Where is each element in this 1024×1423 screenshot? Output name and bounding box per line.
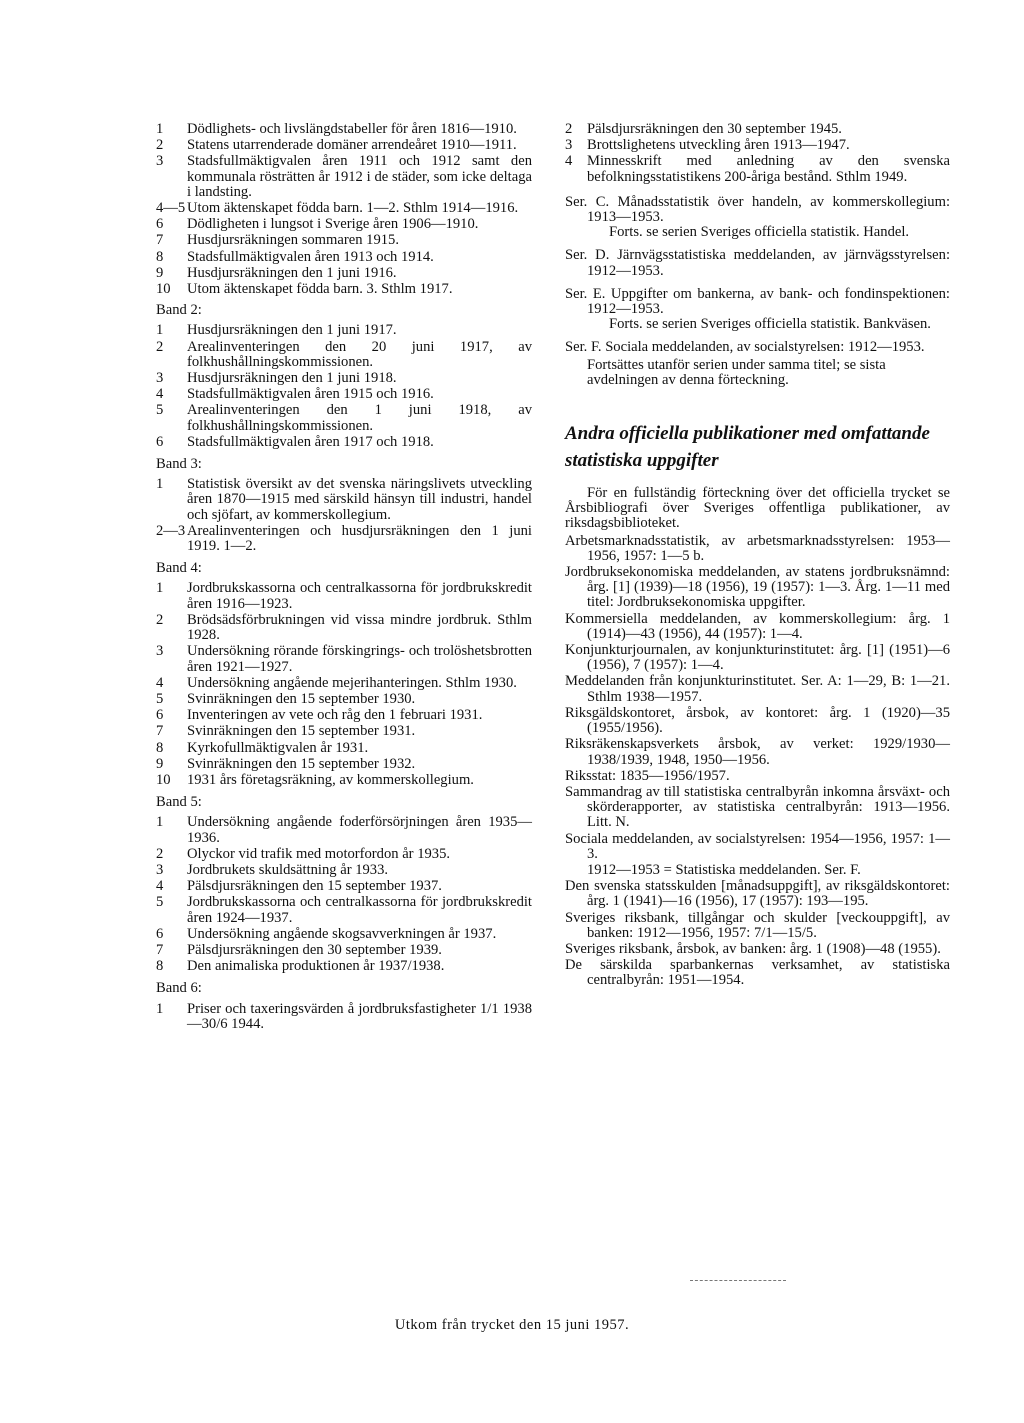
publication-list bbox=[565, 534, 950, 989]
list-item bbox=[156, 927, 532, 942]
item-number: 5 bbox=[156, 690, 164, 707]
item-text: Dödligheten i lungsot i Sverige åren 1906—1910. bbox=[187, 216, 479, 233]
section-intro: För en fullständig förteckning över det officiella trycket se Årsbibliografi över Sveriges offentliga publikationer, av riksdagsbiblioteket. bbox=[565, 485, 950, 532]
item-number: 10 bbox=[156, 281, 171, 298]
series-continuation: Forts. se serien Sveriges officiella statistik. Bankväsen. bbox=[609, 316, 931, 333]
list-item bbox=[156, 757, 532, 772]
item-text: Inventeringen av vete och råg den 1 februari 1931. bbox=[187, 707, 483, 724]
item-text: Kyrkofullmäktigvalen år 1931. bbox=[187, 739, 369, 756]
list-item bbox=[156, 233, 532, 248]
series-d bbox=[565, 248, 950, 278]
item-text: Undersökning angående mejerihanteringen. Sthlm 1930. bbox=[187, 674, 517, 691]
item-number: 3 bbox=[565, 137, 573, 154]
list-item bbox=[156, 371, 532, 386]
item-text: Jordbrukskassorna och centralkassorna för jordbrukskredit åren 1924—1937. bbox=[187, 894, 532, 926]
series-heading: Ser. D. Järnvägsstatistiska meddelanden, av järnvägsstyrelsen: 1912—1953. bbox=[565, 247, 950, 279]
item-number: 7 bbox=[156, 232, 164, 249]
item-text: Pälsdjursräkningen den 30 september 1939. bbox=[187, 941, 442, 958]
item-number: 3 bbox=[156, 643, 164, 660]
list-item: 1912—1953 = Statistiska meddelanden. Ser. F. bbox=[587, 861, 861, 878]
item-text: Stadsfullmäktigvalen åren 1915 och 1916. bbox=[187, 386, 434, 403]
continuation-note: Fortsättes utanför serien under samma titel; se sista avdelningen av denna förteckning. bbox=[587, 356, 886, 388]
list-item bbox=[156, 477, 532, 523]
item-number: 1 bbox=[156, 322, 164, 339]
series-heading: Ser. E. Uppgifter om bankerna, av bank- och fondinspektionen: 1912—1953. bbox=[565, 285, 950, 318]
series-e bbox=[565, 287, 950, 333]
item-number: 1 bbox=[156, 121, 164, 137]
band-6-list bbox=[156, 1002, 532, 1032]
item-text: Stadsfullmäktigvalen åren 1917 och 1918. bbox=[187, 433, 434, 450]
item-text: Undersökning rörande förskingrings- och trolöshetsbrotten åren 1921—1927. bbox=[187, 643, 532, 675]
item-number: 2 bbox=[156, 137, 164, 154]
item-number: 2 bbox=[565, 121, 573, 137]
item-text: Husdjursräkningen den 1 juni 1917. bbox=[187, 322, 397, 339]
list-item: Riksstat: 1835—1956/1957. bbox=[565, 767, 730, 784]
item-text: 1931 års företagsräkning, av kommerskollegium. bbox=[187, 771, 474, 788]
item-text: Pälsdjursräkningen den 30 september 1945. bbox=[587, 121, 842, 137]
list-item bbox=[156, 943, 532, 958]
list-item bbox=[156, 524, 532, 554]
list-item: Jordbruksekonomiska meddelanden, av statens jordbruksnämnd: årg. [1] (1939)—18 (1956), 19 (1957): 1—3. Årg. 1—11 med titel: Jordbruksekonomiska uppgifter. bbox=[565, 564, 950, 611]
band-6-label: Band 6: bbox=[156, 980, 202, 997]
list-item bbox=[565, 122, 950, 137]
list-item bbox=[156, 863, 532, 878]
item-number: 4 bbox=[565, 153, 573, 170]
list-item bbox=[565, 138, 950, 153]
list-item bbox=[156, 387, 532, 402]
item-number: 7 bbox=[156, 723, 164, 740]
item-text: Den animaliska produktionen år 1937/1938. bbox=[187, 958, 445, 975]
item-number: 6 bbox=[156, 216, 164, 233]
item-text: Husdjursräkningen den 1 juni 1916. bbox=[187, 264, 397, 281]
item-number: 2—3 bbox=[156, 522, 186, 539]
list-item bbox=[156, 959, 532, 974]
imprint-footer: Utkom från trycket den 15 juni 1957. bbox=[394, 1317, 630, 1333]
item-text: Statistisk översikt av det svenska näringslivets utveckling åren 1870—1915 med särskild hänsyn till industri, handel och sjöfart, av kommerskollegium. bbox=[187, 476, 532, 523]
item-text: Olyckor vid trafik med motorfordon år 1935. bbox=[187, 845, 451, 862]
item-number: 2 bbox=[156, 338, 164, 355]
list-item bbox=[156, 741, 532, 756]
list-item bbox=[156, 201, 532, 216]
item-text: Svinräkningen den 15 september 1930. bbox=[187, 690, 416, 707]
list-item bbox=[156, 217, 532, 232]
item-number: 6 bbox=[156, 707, 164, 724]
series-continuation: Forts. se serien Sveriges officiella statistik. Handel. bbox=[609, 224, 910, 241]
list-item bbox=[156, 1002, 532, 1032]
item-number: 3 bbox=[156, 153, 164, 170]
list-item bbox=[156, 708, 532, 723]
item-text: Undersökning angående skogsavverkningen år 1937. bbox=[187, 925, 497, 942]
item-number: 8 bbox=[156, 248, 164, 265]
band-2-list bbox=[156, 323, 532, 450]
section-heading: Andra officiella publikationer med omfattande statistiska uppgifter bbox=[565, 423, 930, 472]
item-text: Undersökning angående foderförsörjningen åren 1935—1936. bbox=[187, 814, 532, 846]
item-number: 2 bbox=[156, 845, 164, 862]
list-item bbox=[156, 435, 532, 450]
item-text: Brottslighetens utveckling åren 1913—1947. bbox=[587, 137, 850, 154]
list-item bbox=[156, 724, 532, 739]
separator-line bbox=[690, 1280, 786, 1281]
item-number: 9 bbox=[156, 264, 164, 281]
list-item bbox=[156, 895, 532, 925]
item-number: 3 bbox=[156, 861, 164, 878]
top-list bbox=[565, 122, 950, 185]
series-heading: Ser. C. Månadsstatistik över handeln, av kommerskollegium: 1913—1953. bbox=[565, 193, 950, 226]
item-text: Stadsfullmäktigvalen åren 1913 och 1914. bbox=[187, 248, 434, 265]
list-item: Arbetsmarknadsstatistik, av arbetsmarknadsstyrelsen: 1953—1956, 1957: 1—5 b. bbox=[565, 532, 950, 564]
item-text: Utom äktenskapet födda barn. 1—2. Sthlm 1914—1916. bbox=[187, 200, 519, 217]
item-text: Arealinventeringen den 20 juni 1917, av folkhushållningskommissionen. bbox=[187, 338, 532, 370]
list-item: Konjunkturjournalen, av konjunkturinstitutet: årg. [1] (1951)—6 (1956), 7 (1957): 1—4. bbox=[565, 642, 950, 674]
item-text: Arealinventeringen den 1 juni 1918, av folkhushållningskommissionen. bbox=[187, 402, 532, 434]
list-item bbox=[156, 154, 532, 200]
list-item: Sveriges riksbank, tillgångar och skulder [veckouppgift], av banken: 1912—1956, 1957: 7/1—15/5. bbox=[565, 909, 950, 941]
list-item: Sociala meddelanden, av socialstyrelsen: 1954—1956, 1957: 1—3. bbox=[565, 830, 950, 862]
item-text: Husdjursräkningen den 1 juni 1918. bbox=[187, 370, 397, 387]
band-5-label: Band 5: bbox=[156, 794, 202, 811]
list-item bbox=[156, 879, 532, 894]
item-number: 8 bbox=[156, 958, 164, 975]
list-item: Den svenska statsskulden [månadsuppgift], av riksgäldskontoret: årg. 1 (1941)—16 (1956), 17 (1957): 193—195. bbox=[565, 878, 950, 910]
item-number: 6 bbox=[156, 925, 164, 942]
list-item: Riksräkenskapsverkets årsbok, av verket: 1929/1930—1938/1939, 1948, 1950—1956. bbox=[565, 736, 950, 768]
list-item bbox=[156, 613, 532, 643]
item-number: 1 bbox=[156, 1000, 164, 1017]
item-number: 3 bbox=[156, 370, 164, 387]
left-column bbox=[156, 122, 532, 1033]
item-text: Statens utarrenderade domäner arrendeåret 1910—1911. bbox=[187, 137, 517, 154]
item-number: 10 bbox=[156, 771, 171, 788]
list-item bbox=[156, 250, 532, 265]
list-item: Kommersiella meddelanden, av kommerskollegium: årg. 1 (1914)—43 (1956), 44 (1957): 1—4. bbox=[565, 610, 950, 642]
item-number: 6 bbox=[156, 433, 164, 450]
item-text: Brödsädsförbrukningen vid vissa mindre jordbruk. Sthlm 1928. bbox=[187, 611, 532, 644]
band-5-list bbox=[156, 815, 532, 974]
list-item bbox=[156, 847, 532, 862]
item-number: 2 bbox=[156, 611, 164, 628]
item-number: 1 bbox=[156, 580, 164, 597]
item-text: Husdjursräkningen sommaren 1915. bbox=[187, 232, 399, 249]
item-number: 1 bbox=[156, 476, 164, 493]
item-text: Svinräkningen den 15 september 1931. bbox=[187, 723, 416, 740]
item-text: Jordbrukskassorna och centralkassorna för jordbrukskredit åren 1916—1923. bbox=[187, 580, 532, 612]
item-number: 4 bbox=[156, 386, 164, 403]
item-text: Minnesskrift med anledning av den svenska befolkningsstatistikens 200-åriga bestånd. Sthlm 1949. bbox=[587, 153, 950, 185]
item-number: 9 bbox=[156, 755, 164, 772]
item-text: Stadsfullmäktigvalen åren 1911 och 1912 samt den kommunala rösträtten år 1912 i de städer, som icke deltaga i landsting. bbox=[187, 153, 532, 200]
item-number: 7 bbox=[156, 941, 164, 958]
item-number: 1 bbox=[156, 814, 164, 831]
band-3-list bbox=[156, 477, 532, 554]
item-number: 5 bbox=[156, 402, 164, 419]
series-heading: Ser. F. Sociala meddelanden, av socialstyrelsen: 1912—1953. bbox=[565, 339, 925, 356]
list-item bbox=[156, 340, 532, 370]
list-item bbox=[156, 266, 532, 281]
band-2-label: Band 2: bbox=[156, 302, 202, 319]
list-item: Meddelanden från konjunkturinstitutet. Ser. A: 1—29, B: 1—21. Sthlm 1938—1957. bbox=[565, 673, 950, 705]
item-text: Svinräkningen den 15 september 1932. bbox=[187, 755, 416, 772]
list-item bbox=[156, 692, 532, 707]
item-number: 5 bbox=[156, 894, 164, 911]
item-text: Dödlighets- och livslängdstabeller för åren 1816—1910. bbox=[187, 121, 517, 137]
item-number: 4 bbox=[156, 674, 164, 691]
item-text: Pälsdjursräkningen den 15 september 1937. bbox=[187, 878, 442, 895]
item-text: Priser och taxeringsvärden å jordbruksfastigheter 1/1 1938—30/6 1944. bbox=[187, 1000, 532, 1032]
band-4-list bbox=[156, 581, 532, 788]
list-item bbox=[156, 676, 532, 691]
intro-list bbox=[156, 122, 532, 297]
item-number: 4—5 bbox=[156, 200, 186, 217]
band-4-label: Band 4: bbox=[156, 560, 202, 577]
list-item: Sveriges riksbank, årsbok, av banken: årg. 1 (1908)—48 (1955). bbox=[565, 940, 941, 957]
list-item bbox=[156, 773, 532, 788]
list-item bbox=[156, 323, 532, 338]
item-text: Arealinventeringen och husdjursräkningen den 1 juni 1919. 1—2. bbox=[187, 522, 532, 555]
list-item bbox=[156, 403, 532, 433]
series-c bbox=[565, 195, 950, 241]
list-item bbox=[156, 282, 532, 297]
item-text: Utom äktenskapet födda barn. 3. Sthlm 1917. bbox=[187, 281, 453, 298]
item-text: Jordbrukets skuldsättning år 1933. bbox=[187, 861, 389, 878]
list-item: Riksgäldskontoret, årsbok, av kontoret: årg. 1 (1920)—35 (1955/1956). bbox=[565, 704, 950, 737]
list-item bbox=[156, 138, 532, 153]
list-item: De särskilda sparbankernas verksamhet, av statistiska centralbyrån: 1951—1954. bbox=[565, 957, 950, 989]
right-column bbox=[565, 122, 950, 990]
list-item bbox=[156, 122, 532, 137]
list-item bbox=[156, 644, 532, 674]
list-item bbox=[565, 154, 950, 184]
list-item bbox=[156, 581, 532, 611]
list-item: Sammandrag av till statistiska centralbyrån inkomna årsväxt- och skörderapporter, av statistiska centralbyrån: 1913—1956. Litt. N. bbox=[565, 783, 950, 831]
item-number: 4 bbox=[156, 878, 164, 895]
list-item bbox=[156, 815, 532, 845]
series-f bbox=[565, 340, 950, 355]
item-number: 8 bbox=[156, 739, 164, 756]
band-3-label: Band 3: bbox=[156, 456, 202, 473]
